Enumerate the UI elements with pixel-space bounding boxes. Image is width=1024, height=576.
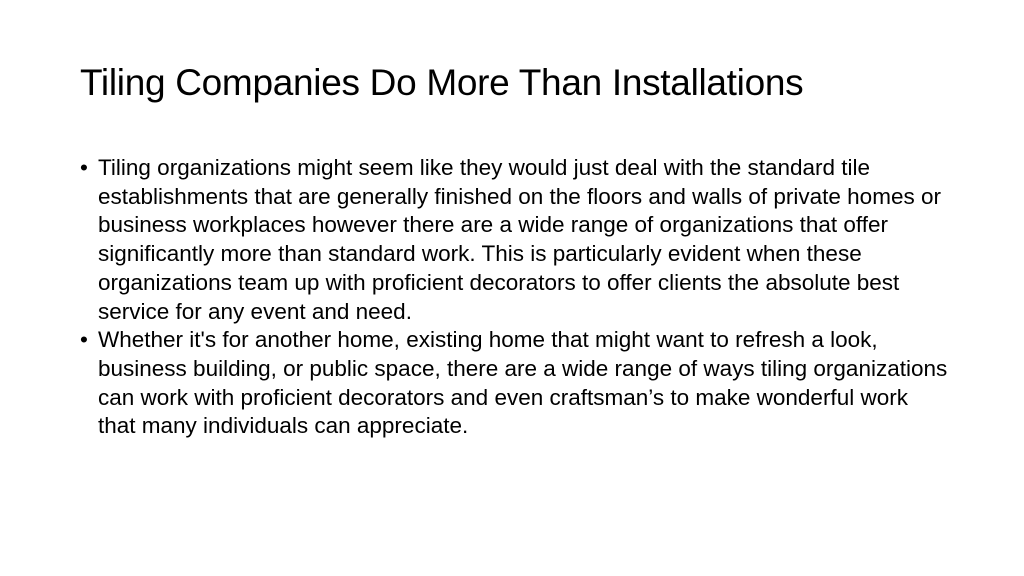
slide-title: Tiling Companies Do More Than Installations: [80, 62, 804, 103]
bullet-item: • Tiling organizations might seem like they would just deal with the standard tile establishments that are generally finished on the floors and walls of private homes or business workplaces however there are a wide range of organizations that offer significantly more than standard work. This is particularly evident when these organizations team up with proficient decorators to offer clients the absolute best service for any event and need.: [80, 154, 950, 326]
bullet-list: [80, 154, 950, 441]
bullet-item: • Whether it's for another home, existing home that might want to refresh a look, business building, or public space, there are a wide range of ways tiling organizations can work with proficient decorators and even craftsman’s to make wonderful work that many individuals can appreciate.: [80, 326, 950, 441]
